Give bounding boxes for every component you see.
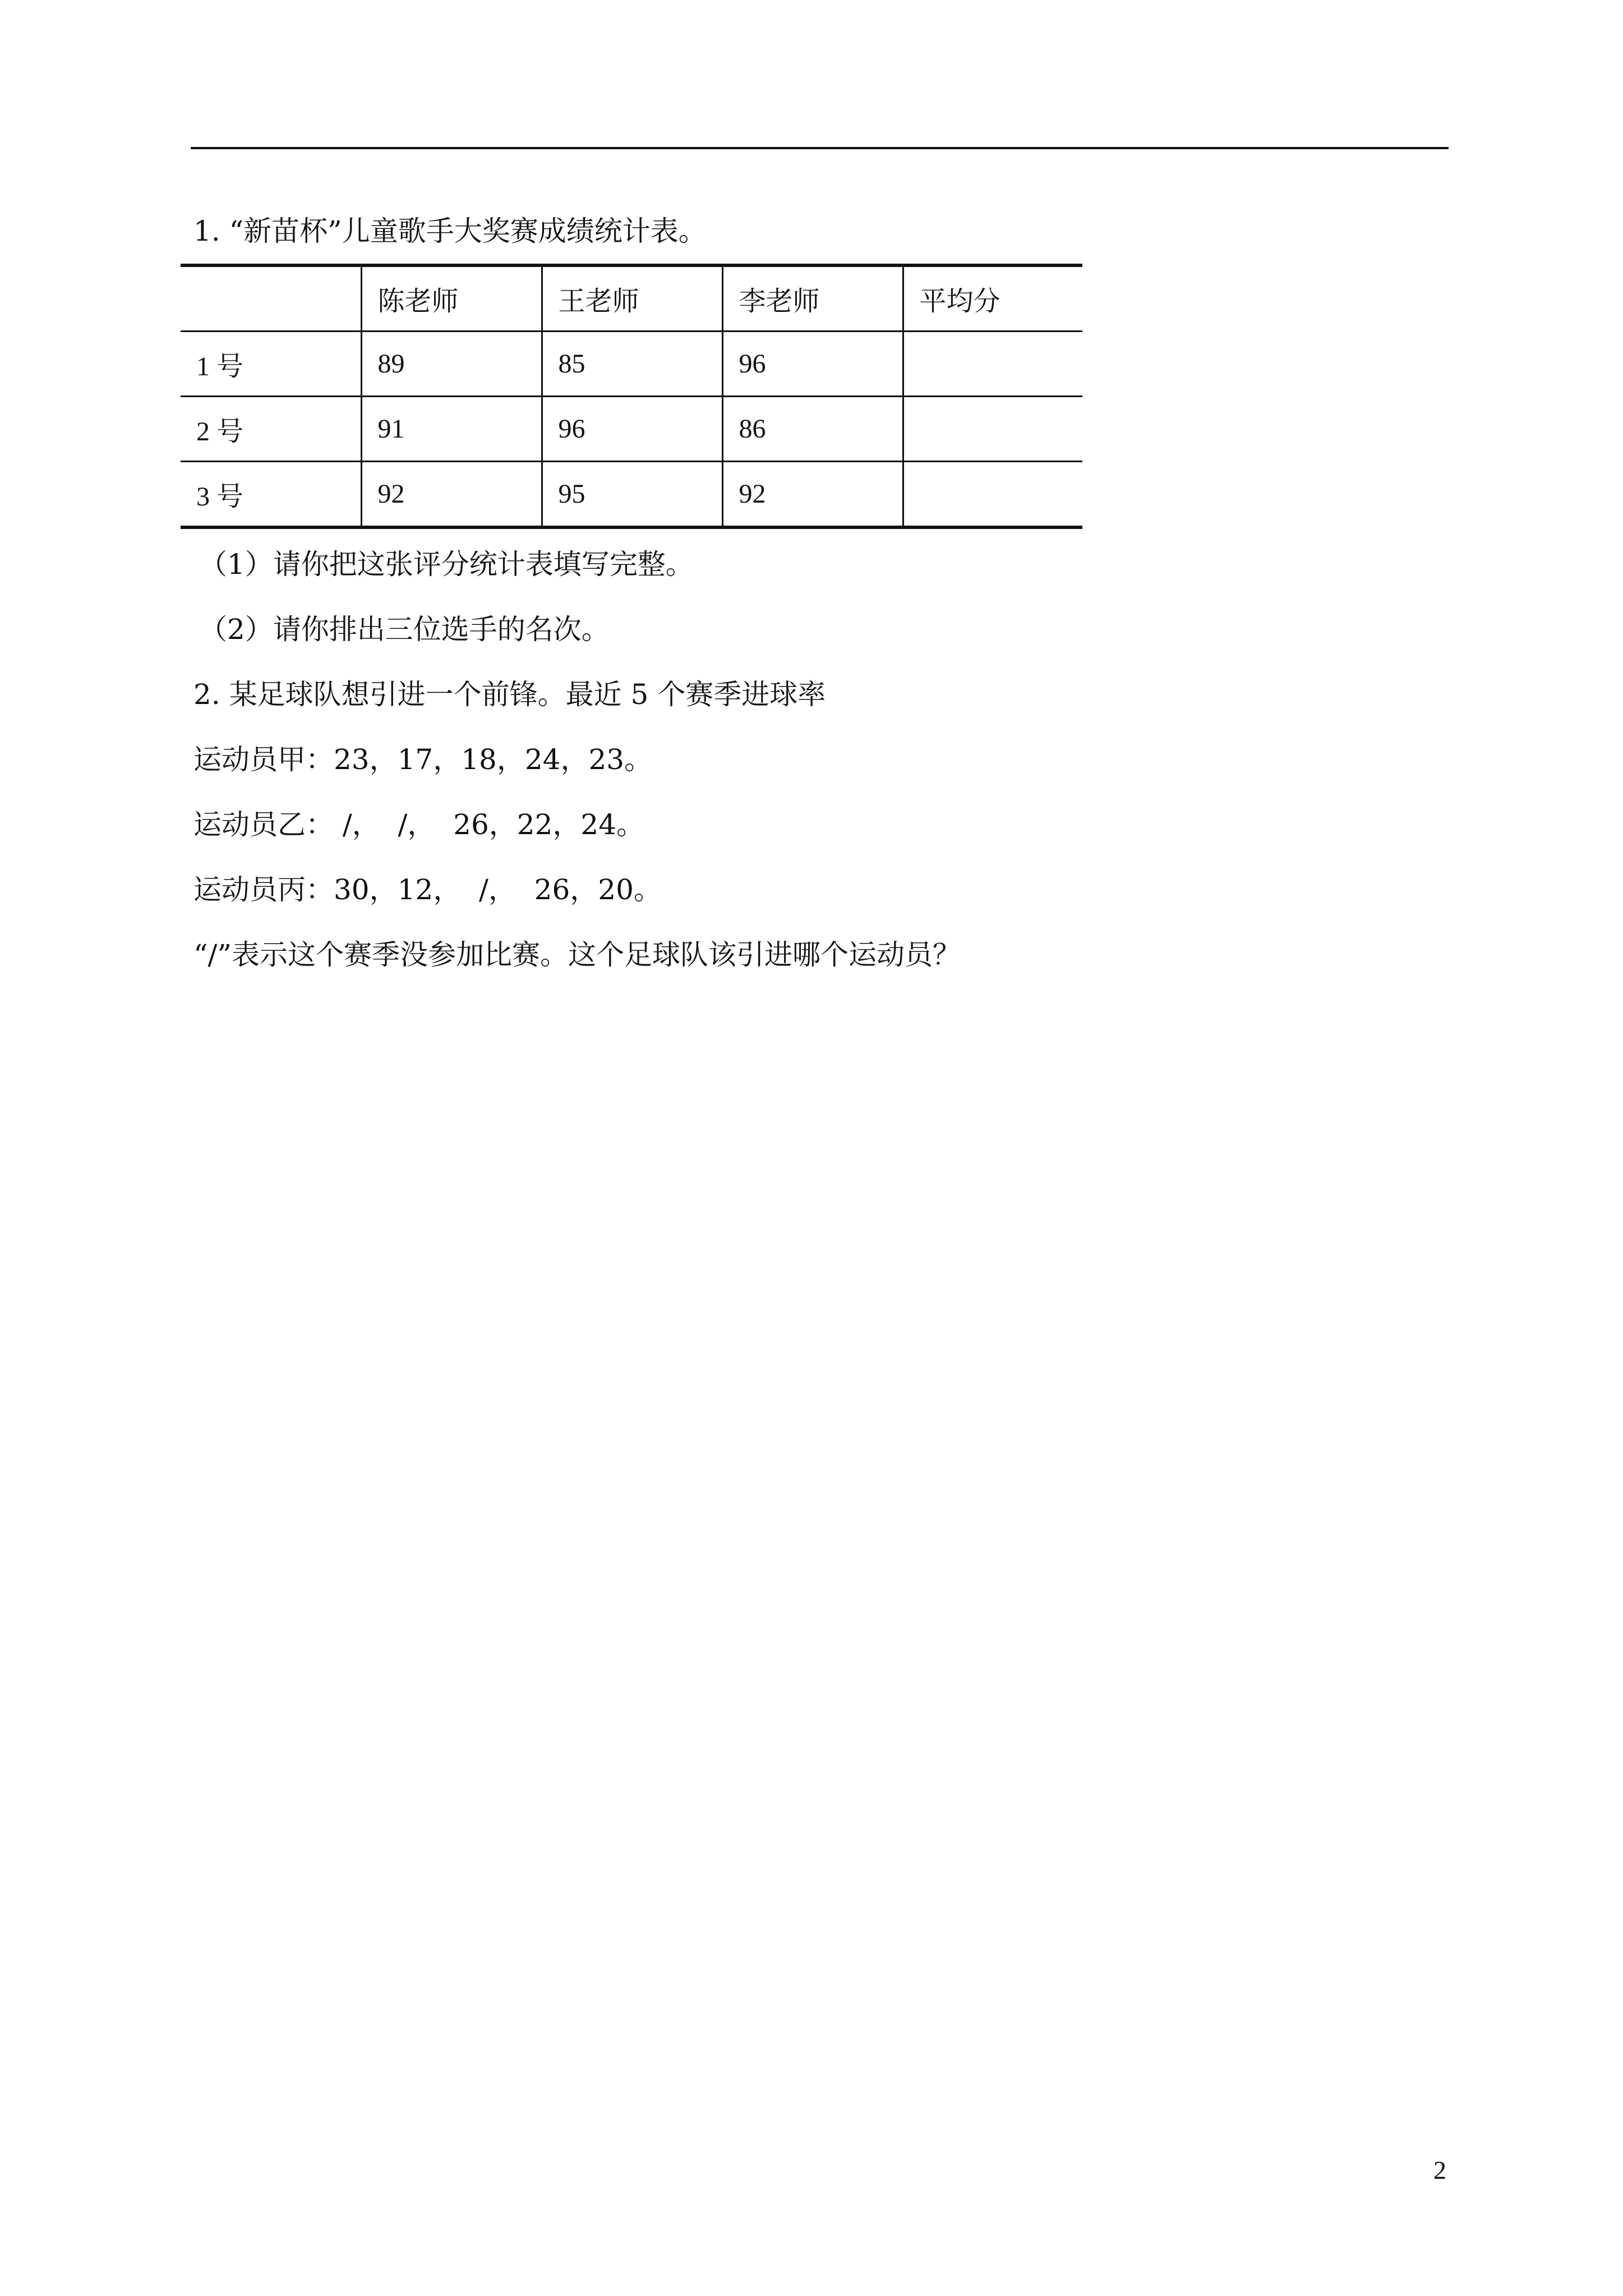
question-1-title: 1. “新苗杯”儿童歌手大奖赛成绩统计表。 xyxy=(193,215,707,247)
table-row xyxy=(181,332,1082,397)
score-cell: 92 xyxy=(361,462,542,528)
score-cell: 92 xyxy=(722,462,903,528)
table-header-row xyxy=(181,265,1082,332)
player-a-record: 运动员甲：23，17，18，24，23。 xyxy=(193,743,653,776)
score-table xyxy=(181,264,1082,529)
header-cell-teacher-wang: 王老师 xyxy=(542,265,722,332)
header-cell-blank xyxy=(181,265,361,332)
row-label: 3 号 xyxy=(181,462,361,528)
average-cell xyxy=(903,332,1082,397)
score-cell: 89 xyxy=(361,332,542,397)
table-row xyxy=(181,397,1082,462)
score-cell: 85 xyxy=(542,332,722,397)
header-cell-average: 平均分 xyxy=(903,265,1082,332)
question-2-note: “/”表示这个赛季没参加比赛。这个足球队该引进哪个运动员？ xyxy=(193,938,961,971)
header-rule xyxy=(191,147,1449,149)
average-cell xyxy=(903,462,1082,528)
question-1-part-1: （1）请你把这张评分统计表填写完整。 xyxy=(199,548,694,581)
score-cell: 91 xyxy=(361,397,542,462)
table-row xyxy=(181,462,1082,528)
player-c-record: 运动员丙：30，12， /， 26，20。 xyxy=(193,873,662,906)
header-cell-teacher-li: 李老师 xyxy=(722,265,903,332)
header-cell-teacher-chen: 陈老师 xyxy=(361,265,542,332)
row-label: 1 号 xyxy=(181,332,361,397)
score-cell: 96 xyxy=(542,397,722,462)
score-cell: 95 xyxy=(542,462,722,528)
question-2-title: 2. 某足球队想引进一个前锋。最近 5 个赛季进球率 xyxy=(193,678,826,711)
page-number: 2 xyxy=(1433,2156,1446,2184)
question-1-part-2: （2）请你排出三位选手的名次。 xyxy=(199,613,610,646)
player-b-record: 运动员乙： /， /， 26，22，24。 xyxy=(193,808,645,841)
row-label: 2 号 xyxy=(181,397,361,462)
average-cell xyxy=(903,397,1082,462)
score-cell: 86 xyxy=(722,397,903,462)
score-cell: 96 xyxy=(722,332,903,397)
